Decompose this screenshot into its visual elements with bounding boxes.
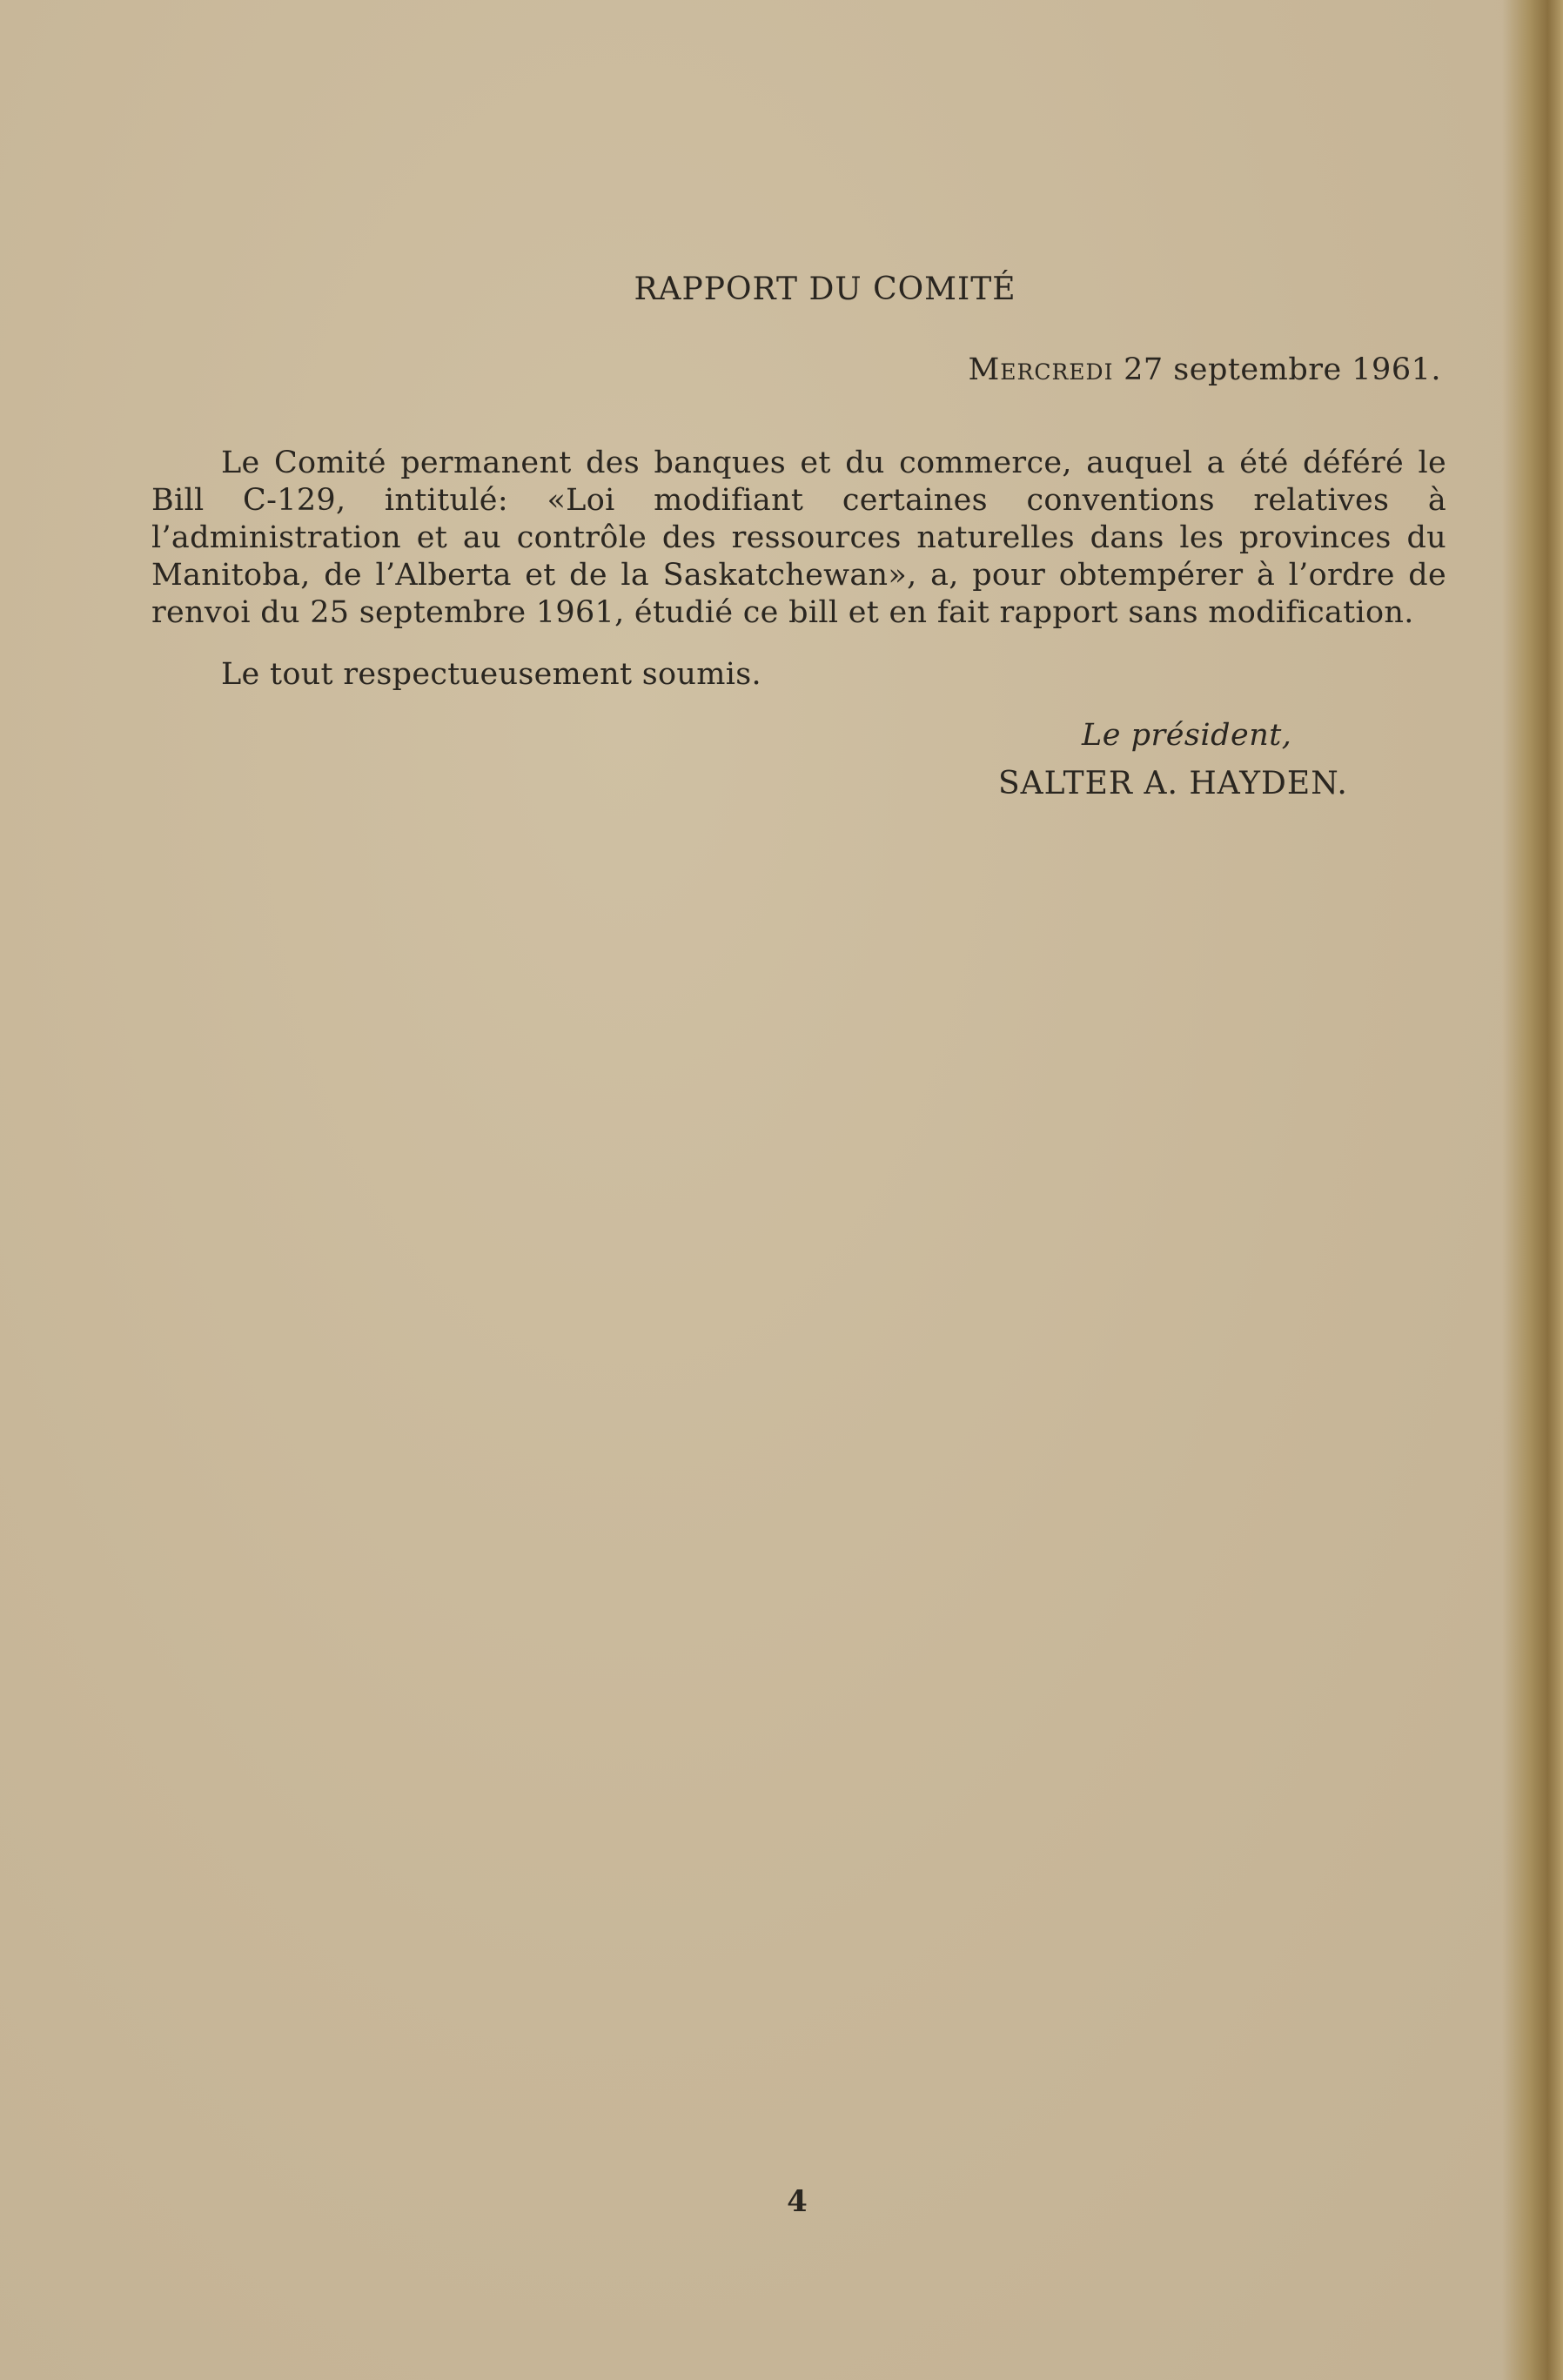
closing-line: Le tout respectueusement soumis.	[221, 657, 761, 692]
signature-name: SALTER A. HAYDEN.	[998, 766, 1348, 801]
page-number: 4	[787, 2184, 808, 2219]
report-body-paragraph: Le Comité permanent des banques et du commerce, auquel a été déféré le Bill C-129, intitulé: «Loi modifiant certaines conventions relatives à l’administration et au contrôle des ressources naturelles dans les provinces du Manitoba, de l’Alberta et de la Saskatchewan», a, pour obtempérer à l’ordre de renvoi du 25 septembre 1961, étudié ce bill et en fait rapport sans modification.	[151, 446, 1446, 630]
date-text: 27 septembre 1961.	[1124, 352, 1441, 387]
book-spine-edge	[1502, 0, 1563, 2380]
signature-title: Le président,	[1082, 718, 1292, 753]
report-date	[968, 352, 1441, 387]
report-heading: RAPPORT DU COMITÉ	[634, 272, 1016, 307]
date-weekday: Mercredi	[968, 352, 1114, 387]
